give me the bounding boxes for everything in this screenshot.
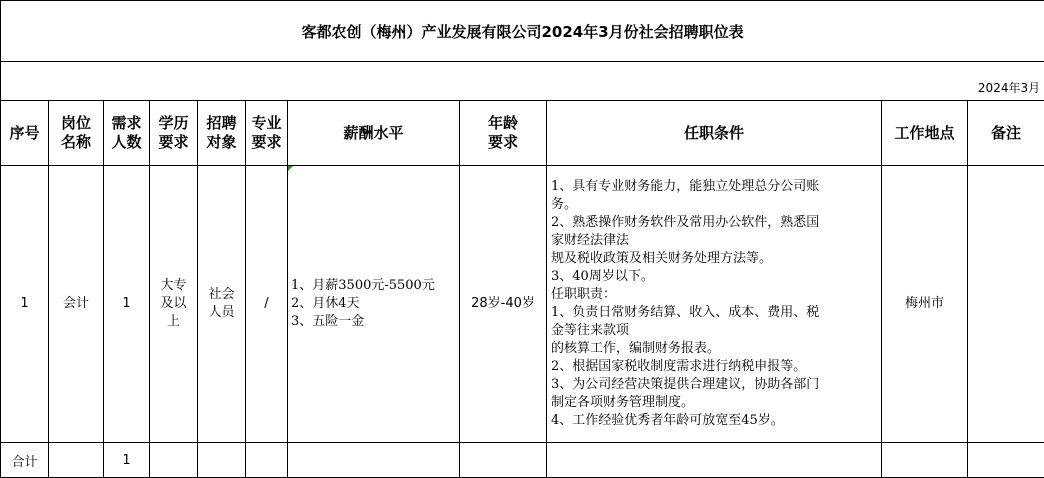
table-title: 客都农创（梅州）产业发展有限公司2024年3月份社会招聘职位表 xyxy=(1,1,1044,62)
cell-location: 梅州市 xyxy=(882,166,968,443)
header-count: 需求 人数 xyxy=(104,101,150,166)
table-row xyxy=(1,166,1044,443)
header-requirements: 任职条件 xyxy=(547,101,882,166)
header-education: 学历 要求 xyxy=(150,101,198,166)
header-major: 专业 要求 xyxy=(246,101,288,166)
total-count: 1 xyxy=(104,443,150,478)
total-empty-remarks xyxy=(968,443,1044,478)
header-remarks: 备注 xyxy=(968,101,1044,166)
table-date: 2024年3月 xyxy=(1,62,1044,101)
cell-remarks xyxy=(968,166,1044,443)
total-empty-age xyxy=(460,443,547,478)
cell-age: 28岁-40岁 xyxy=(460,166,547,443)
cell-seq: 1 xyxy=(1,166,49,443)
total-empty-target xyxy=(198,443,246,478)
cell-salary: 1、月薪3500元-5500元 2、月休4天 3、五险一金 xyxy=(288,166,460,443)
total-empty-requirements xyxy=(547,443,882,478)
header-position: 岗位 名称 xyxy=(49,101,104,166)
header-salary: 薪酬水平 xyxy=(288,101,460,166)
total-empty-position xyxy=(49,443,104,478)
total-label: 合计 xyxy=(1,443,49,478)
cell-education: 大专 及以 上 xyxy=(150,166,198,443)
total-empty-major xyxy=(246,443,288,478)
header-seq: 序号 xyxy=(1,101,49,166)
cell-requirements: 1、具有专业财务能力，能独立处理总分公司账 务。 2、熟悉操作财务软件及常用办公软件，熟悉国 家财经法律法 规及税收政策及相关财务处理方法等。 3、40周岁以下。 任职职责： 1、负责日常财务结算、收入、成本、费用、税 金等往来款项 的核算工作，编制财务报表。 2、根据国家税收制度需求进行纳税申报等。 3、为公司经营决策提供合理建议，协助各部门 制定各项财务管理制度。 4、工作经验优秀者年龄可放宽至45岁。 xyxy=(547,166,882,443)
header-target: 招聘 对象 xyxy=(198,101,246,166)
header-location: 工作地点 xyxy=(882,101,968,166)
total-row xyxy=(1,443,1044,478)
header-row xyxy=(1,101,1044,166)
cell-major: / xyxy=(246,166,288,443)
total-empty-location xyxy=(882,443,968,478)
total-empty-salary xyxy=(288,443,460,478)
cell-position: 会计 xyxy=(49,166,104,443)
total-empty-education xyxy=(150,443,198,478)
comment-marker-icon xyxy=(288,166,293,171)
header-age: 年龄 要求 xyxy=(460,101,547,166)
cell-count: 1 xyxy=(104,166,150,443)
cell-target: 社会 人员 xyxy=(198,166,246,443)
